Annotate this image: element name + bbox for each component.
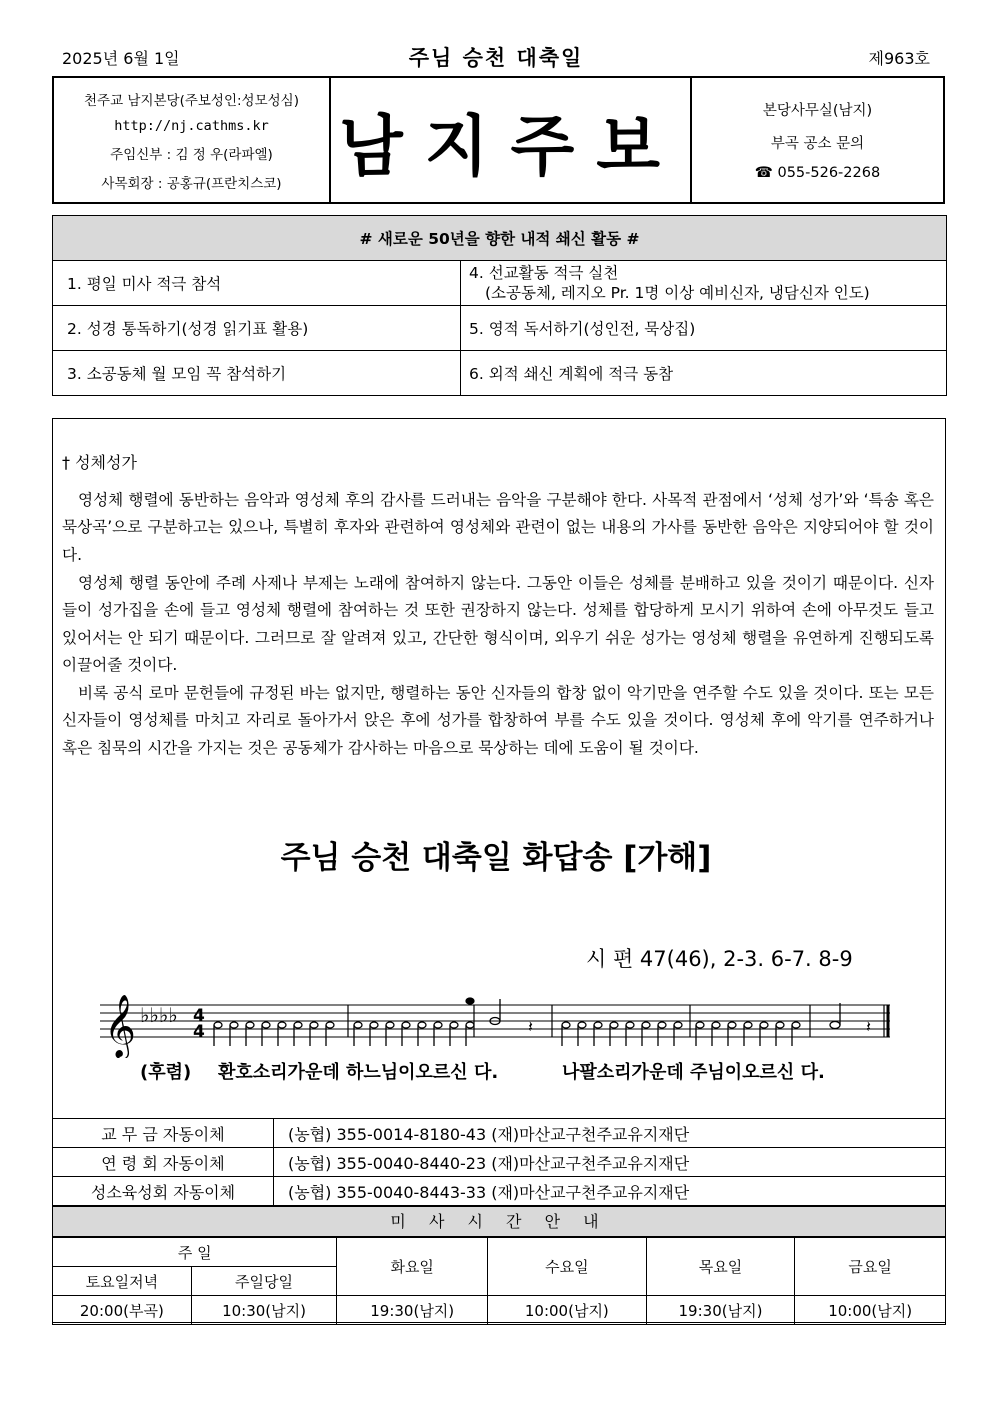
note-head bbox=[578, 1022, 586, 1028]
masthead-title: 남지주보 bbox=[331, 78, 692, 202]
psalm-title: 주님 승천 대축일 화답송 [가해] bbox=[280, 840, 712, 876]
feast-title: 주님 승천 대축일 bbox=[408, 46, 584, 70]
note-head bbox=[776, 1022, 784, 1028]
note-head bbox=[792, 1022, 800, 1028]
note-head bbox=[594, 1022, 602, 1028]
article-paragraph: 영성체 행렬 동안에 주례 사제나 부제는 노래에 참여하지 않는다. 그동안 이들은 성체를 분배하고 있을 것이기 때문이다. 신자들이 성가집을 손에 들고 영성체 행렬에 참여하는 것 또한 권장하지 않는다. 성체를 합당하게 모시기 위하여 손에 아무것도 들고 있어서는 안 되기 때문이다. 그러므로 잘 알려져 있고, 간단한 형식이며, 외우기 쉬운 성가는 영성체 행렬을 유연하게 진행되도록 이끌어줄 것이다. bbox=[62, 574, 934, 674]
mass-time: 19:30(남지) bbox=[646, 1296, 795, 1325]
parish-info bbox=[54, 78, 331, 202]
thursday-header: 목요일 bbox=[646, 1238, 795, 1296]
lyric-line: 환호소리가운데 하느님이오르신 다. bbox=[218, 1062, 499, 1083]
note-head bbox=[712, 1022, 720, 1028]
goals-title: # 새로운 50년을 향한 내적 쇄신 활동 # bbox=[53, 216, 947, 261]
account-label: 연 령 회 자동이체 bbox=[53, 1148, 274, 1177]
goal-item: 5. 영적 독서하기(성인전, 묵상집) bbox=[461, 306, 947, 351]
goal-item: 6. 외적 쇄신 계획에 적극 동참 bbox=[461, 351, 947, 396]
note-head bbox=[760, 1022, 768, 1028]
tuesday-header: 화요일 bbox=[337, 1238, 488, 1296]
mass-schedule-title: 미 사 시 간 안 내 bbox=[52, 1206, 946, 1237]
article-title: † 성체성가 bbox=[62, 453, 137, 472]
account-value: (농협) 355-0040-8440-23 (재)마산교구천주교유지재단 bbox=[274, 1148, 946, 1177]
flat-icon: ♭♭♭♭ bbox=[140, 1003, 178, 1027]
goal-item: 3. 소공동체 월 모임 꼭 참석하기 bbox=[53, 351, 461, 396]
treble-clef-icon: 𝄞 bbox=[104, 994, 136, 1057]
note-head bbox=[370, 1022, 378, 1028]
note-head bbox=[696, 1022, 704, 1028]
goal-item: 2. 성경 통독하기(성경 읽기표 활용) bbox=[53, 306, 461, 351]
note-head bbox=[466, 998, 474, 1004]
mass-time: 10:00(남지) bbox=[795, 1296, 946, 1325]
sunday-header: 주 일 bbox=[53, 1238, 337, 1267]
mass-time: 19:30(남지) bbox=[337, 1296, 488, 1325]
psalm-reference: 시 편 47(46), 2-3. 6-7. 8-9 bbox=[586, 947, 853, 971]
parish-name: 천주교 남지본당(주보성인:성모성심) bbox=[84, 92, 299, 109]
office-phone bbox=[755, 165, 880, 181]
note-head bbox=[246, 1022, 254, 1028]
half-note bbox=[830, 1022, 840, 1029]
music-staff bbox=[100, 988, 900, 1058]
note-head bbox=[418, 1022, 426, 1028]
rest-icon: 𝄽 bbox=[528, 1017, 533, 1036]
mass-time: 10:30(남지) bbox=[191, 1296, 337, 1325]
note-head bbox=[466, 1022, 474, 1028]
note-head bbox=[214, 1022, 222, 1028]
note-head bbox=[744, 1022, 752, 1028]
goal-item: 1. 평일 미사 적극 참석 bbox=[53, 261, 461, 306]
article-paragraph: 비록 공식 로마 문헌들에 규정된 바는 없지만, 행렬하는 동안 신자들의 합창 없이 악기만을 연주할 수도 있을 것이다. 또는 모든 신자들이 영성체를 마치고 자리로 돌아가서 앉은 후에 성가를 합창하여 부를 수도 있을 것이다. 영성체 후에 악기를 연주하거나 혹은 침묵의 시간을 가지는 것은 공동체가 감사하는 마음으로 묵상하는 데에 도움이 될 것이다. bbox=[62, 684, 934, 757]
note-head bbox=[610, 1022, 618, 1028]
issue-number: 제963호 bbox=[868, 49, 930, 68]
time-signature-top: 4 bbox=[193, 1006, 205, 1026]
note-head bbox=[402, 1022, 410, 1028]
goals-table bbox=[52, 215, 947, 396]
rest-icon: 𝄽 bbox=[866, 1017, 871, 1036]
note-head bbox=[450, 1022, 458, 1028]
goal-item: 4. 선교활동 적극 실천 (소공동체, 레지오 Pr. 1명 이상 예비신자, 냉담신자 인도) bbox=[461, 261, 947, 306]
note-head bbox=[642, 1022, 650, 1028]
lyric-line: 나팔소리가운데 주님이오르신 다. bbox=[562, 1062, 825, 1083]
note-head bbox=[326, 1022, 334, 1028]
saturday-evening-header: 토요일저녁 bbox=[53, 1267, 192, 1296]
note-head bbox=[294, 1022, 302, 1028]
time-signature-bottom: 4 bbox=[193, 1022, 205, 1042]
account-value: (농협) 355-0040-8443-33 (재)마산교구천주교유지재단 bbox=[274, 1177, 946, 1206]
note-head bbox=[386, 1022, 394, 1028]
friday-header: 금요일 bbox=[795, 1238, 946, 1296]
note-head bbox=[658, 1022, 666, 1028]
wednesday-header: 수요일 bbox=[488, 1238, 647, 1296]
masthead-box bbox=[52, 76, 945, 204]
office-line-2: 부곡 공소 문의 bbox=[770, 136, 865, 152]
account-label: 교 무 금 자동이체 bbox=[53, 1119, 274, 1148]
note-head bbox=[310, 1022, 318, 1028]
phone-icon: ☎ bbox=[754, 165, 773, 181]
mass-time: 20:00(부곡) bbox=[53, 1296, 192, 1325]
note-head bbox=[278, 1022, 286, 1028]
note-head bbox=[728, 1022, 736, 1028]
phone-number: 055-526-2268 bbox=[777, 165, 881, 181]
note-head bbox=[354, 1022, 362, 1028]
sunday-day-header: 주일당일 bbox=[191, 1267, 337, 1296]
mass-schedule-table bbox=[52, 1237, 946, 1325]
office-info bbox=[692, 78, 943, 202]
note-head bbox=[674, 1022, 682, 1028]
council-president: 사목회장 : 공홍규(프란치스코) bbox=[101, 175, 282, 192]
bulletin-date: 2025년 6월 1일 bbox=[62, 49, 180, 68]
account-label: 성소육성회 자동이체 bbox=[53, 1177, 274, 1206]
note-head bbox=[626, 1022, 634, 1028]
refrain-label: (후렴) bbox=[140, 1062, 192, 1083]
accounts-table bbox=[52, 1118, 946, 1206]
note-head bbox=[262, 1022, 270, 1028]
pastor: 주임신부 : 김 정 우(라파엘) bbox=[110, 146, 273, 163]
note-head bbox=[562, 1022, 570, 1028]
parish-url[interactable]: http://nj.cathms.kr bbox=[114, 117, 269, 134]
note-head bbox=[434, 1022, 442, 1028]
article-paragraph: 영성체 행렬에 동반하는 음악과 영성체 후의 감사를 드러내는 음악을 구분해야 한다. 사목적 관점에서 ‘성체 성가’와 ‘특송 혹은 묵상곡’으로 구분하고는 있으나, 특별히 후자와 관련하여 영성체와 관련이 없는 내용의 가사를 동반한 음악은 지양되어야 할 것이다. bbox=[62, 491, 934, 564]
account-value: (농협) 355-0014-8180-43 (재)마산교구천주교유지재단 bbox=[274, 1119, 946, 1148]
mass-time: 10:00(남지) bbox=[488, 1296, 647, 1325]
note-head bbox=[230, 1022, 238, 1028]
office-line-1: 본당사무실(남지) bbox=[762, 103, 873, 119]
